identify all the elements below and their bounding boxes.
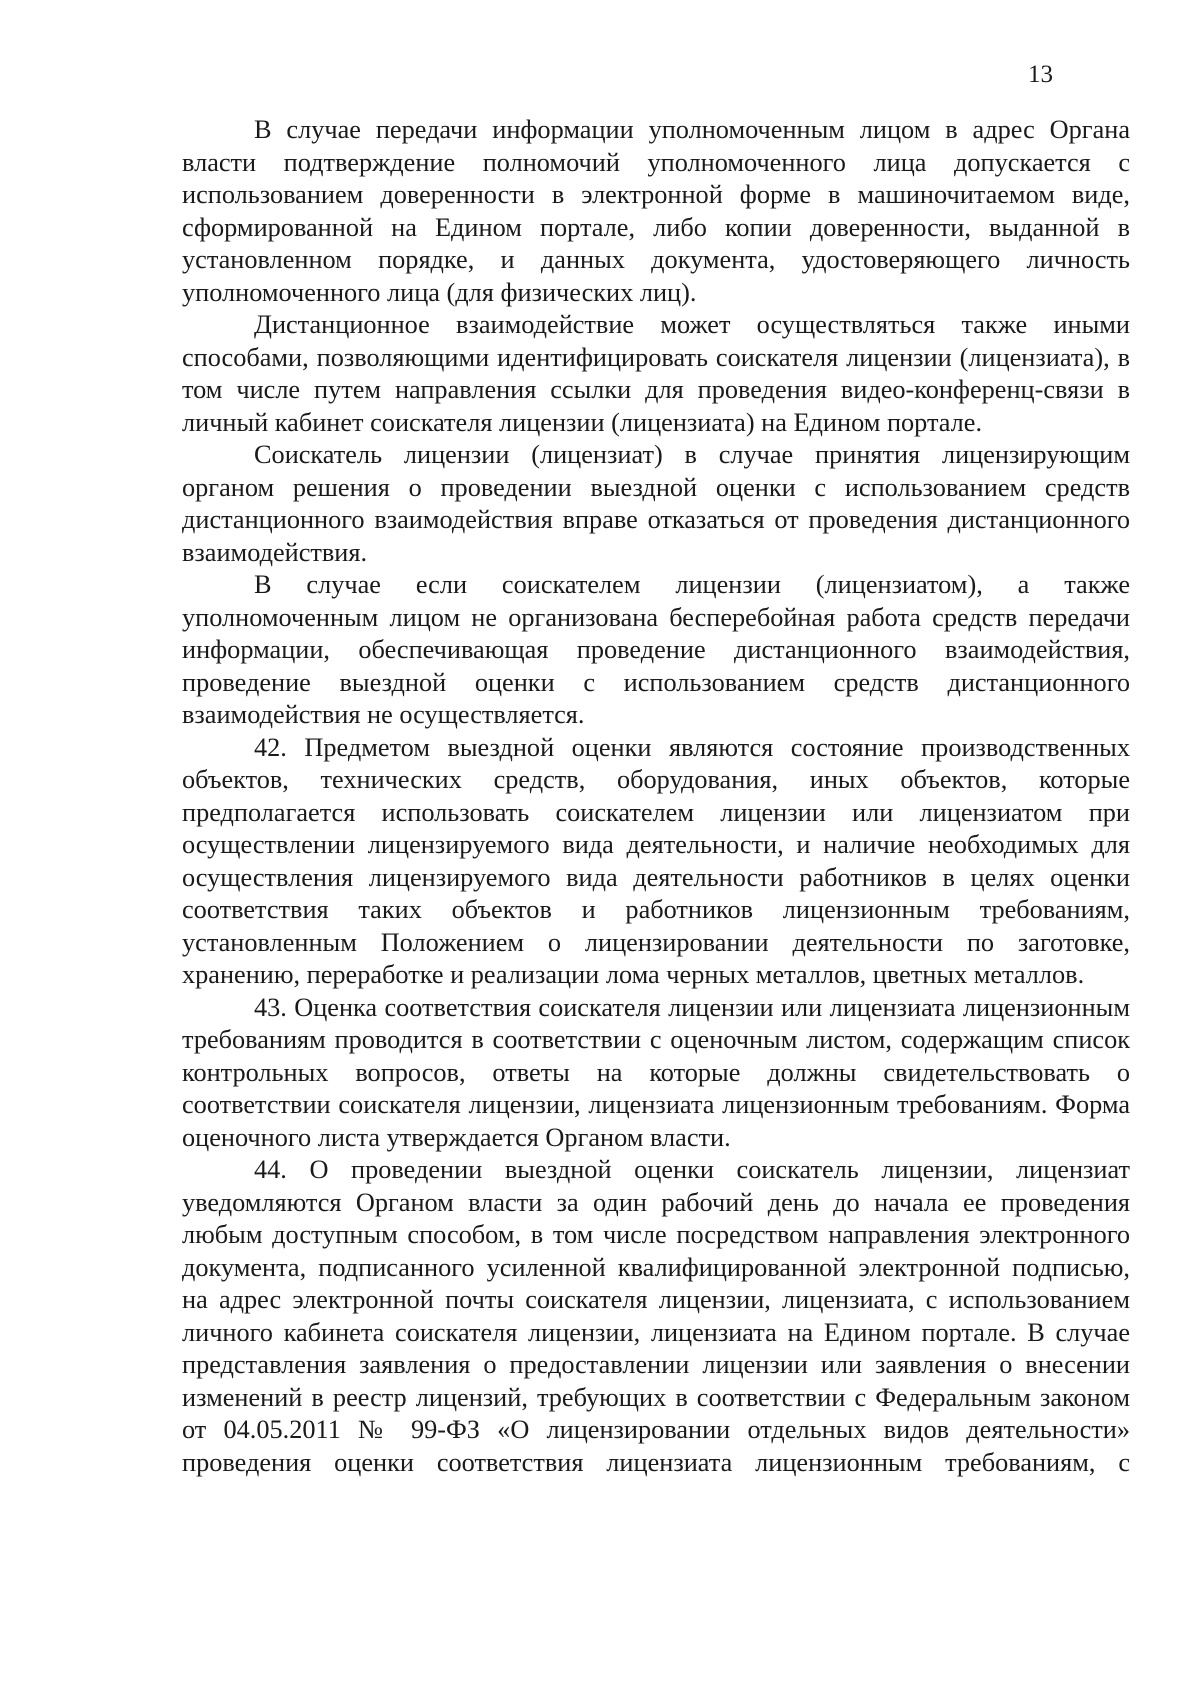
paragraph-item-42: 42. Предметом выездной оценки являются состояние производственных объектов, технических средств, оборудования, иных объектов, которые предполагается использовать соискателем лицензии или лицензиатом при осуществлении лицензируемого вида деятельности, и наличие необходимых для осуществления лицензируемого вида деятельности работников в целях оценки соответствия таких объектов и работников лицензионным требованиям, установленным Положением о лицензировании деятельности по заготовке, хранению, переработке и реализации лома черных металлов, цветных металлов. bbox=[182, 732, 1130, 989]
paragraph-refusal-right: Соискатель лицензии (лицензиат) в случае принятия лицензирующим органом решения о проведении выездной оценки с использованием средств дистанционного взаимодействия вправе отказаться от проведения дистанционного взаимодействия. bbox=[182, 440, 1130, 567]
paragraph-item-43: 43. Оценка соответствия соискателя лицензии или лицензиата лицензионным требованиям проводится в соответствии с оценочным листом, содержащим список контрольных вопросов, ответы на которые должны свидетельствовать о соответствии соискателя лицензии, лицензиата лицензионным требованиям. Форма оценочного листа утверждается Органом власти. bbox=[182, 992, 1130, 1152]
paragraph-item-44: 44. О проведении выездной оценки соискатель лицензии, лицензиат уведомляются Органом власти за один рабочий день до начала ее проведения любым доступным способом, в том числе посредством направления электронного документа, подписанного усиленной квалифицированной электронной подписью, на адрес электронной почты соискателя лицензии, лицензиата, с использованием личного кабинета соискателя лицензии, лицензиата на Едином портале. В случае представления заявления о предоставлении лицензии или заявления о внесении изменений в реестр лицензий, требующих в соответствии с Федеральным законом от 04.05.2011 № 99-ФЗ «О лицензировании отдельных видов деятельности» проведения оценки соответствия лицензиата лицензионным требованиям, с bbox=[182, 1155, 1130, 1477]
document-body bbox=[182, 114, 1130, 1479]
paragraph-authority-confirmation: В случае передачи информации уполномоченным лицом в адрес Органа власти подтверждение полномочий уполномоченного лица допускается с использованием доверенности в электронной форме в машиночитаемом виде, сформированной на Едином портале, либо копии доверенности, выданной в установленном порядке, и данных документа, удостоверяющего личность уполномоченного лица (для физических лиц). bbox=[182, 115, 1130, 307]
paragraph-no-remote-assessment: В случае если соискателем лицензии (лицензиатом), а также уполномоченным лицом не организована бесперебойная работа средств передачи информации, обеспечивающая проведение дистанционного взаимодействия, проведение выездной оценки с использованием средств дистанционного взаимодействия не осуществляется. bbox=[182, 570, 1130, 729]
paragraph-remote-interaction: Дистанционное взаимодействие может осуществляться также иными способами, позволяющими идентифицировать соискателя лицензии (лицензиата), в том числе путем направления ссылки для проведения видео-конференц-связи в личный кабинет соискателя лицензии (лицензиата) на Едином портале. bbox=[182, 310, 1130, 437]
page-number: 13 bbox=[1028, 61, 1053, 88]
